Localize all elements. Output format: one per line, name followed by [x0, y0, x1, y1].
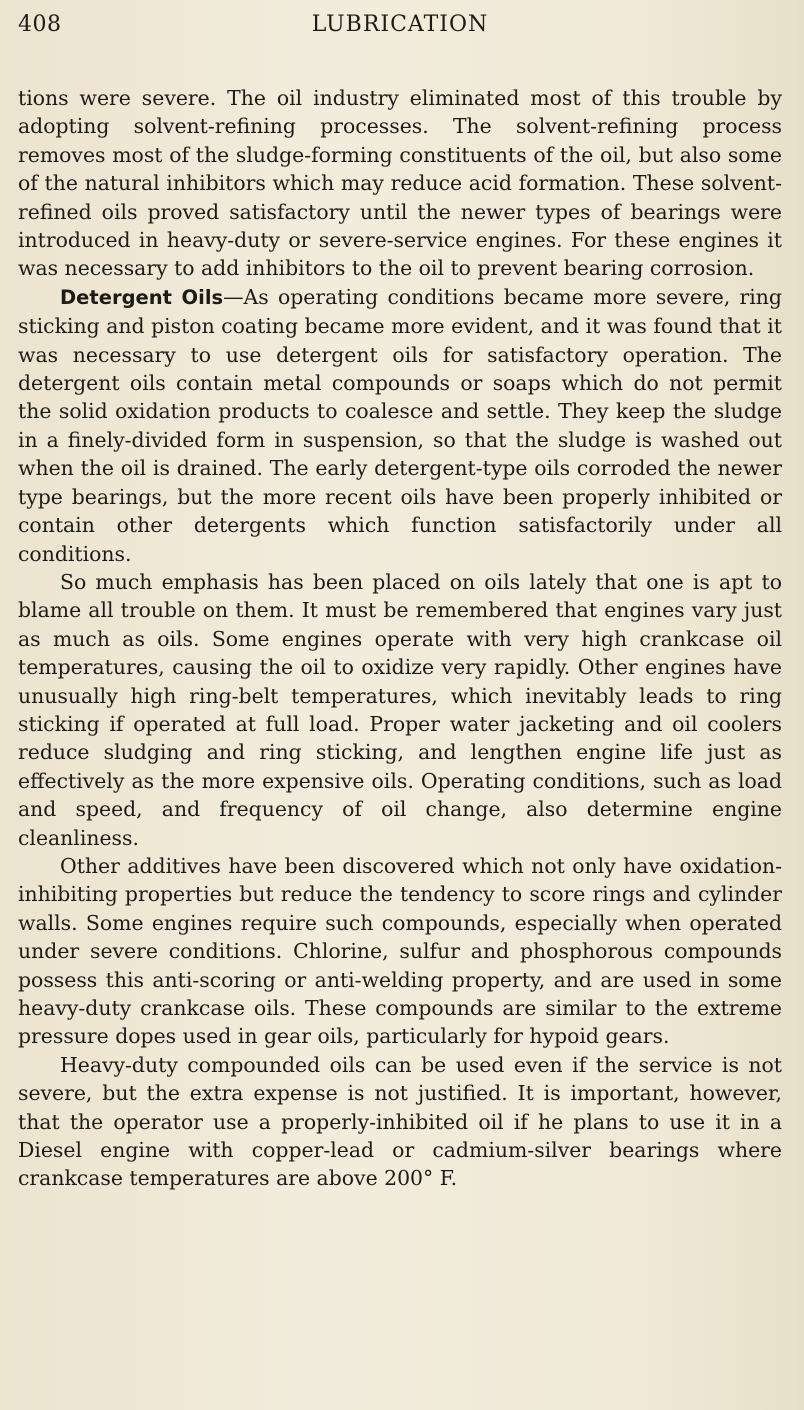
paragraph-1 [18, 84, 782, 283]
paragraph-3 [18, 568, 782, 852]
paragraph-4-text: Other additives have been discovered which not only have oxidation-inhibiting properties but reduce the tendency to score rings and cylinder walls. Some engines require such compounds, especially when operated under severe conditions. Chlorine, sulfur and phosphorous compounds possess this anti-scoring or anti-welding property, and are used in some heavy-duty crankcase oils. These compounds are similar to the extreme pressure dopes used in gear oils, particularly for hypoid gears. [18, 853, 782, 1049]
running-head: LUBRICATION [311, 12, 489, 37]
body-text [18, 84, 782, 1193]
page-header [18, 12, 782, 42]
paragraph-2 [18, 283, 782, 568]
paragraph-2-text: —As operating conditions became more severe, ring sticking and piston coating became more evident, and it was found that it was necessary to use detergent oils for satisfactory operation. The detergent oils contain metal compounds or soaps which do not permit the solid oxidation products to coalesce and settle. They keep the sludge in a finely-divided form in suspension, so that the sludge is washed out when the oil is drained. The early detergent-type oils corroded the newer type bearings, but the more recent oils have been properly inhibited or contain other detergents which function satisfactorily under all conditions. [18, 284, 782, 566]
paragraph-3-text: So much emphasis has been placed on oils lately that one is apt to blame all trouble on them. It must be remembered that engines vary just as much as oils. Some engines operate with very high crankcase oil temperatures, causing the oil to oxidize very rapidly. Other engines have unusually high ring-belt temperatures, which inevitably leads to ring sticking if operated at full load. Proper water jacketing and oil coolers reduce sludging and ring sticking, and lengthen engine life just as effectively as the more expensive oils. Operating conditions, such as load and speed, and frequency of oil change, also determine engine cleanliness. [18, 569, 782, 850]
page-number: 408 [18, 12, 62, 37]
section-heading-detergent-oils: Detergent Oils [60, 285, 224, 309]
paragraph-1-text: tions were severe. The oil industry eliminated most of this trouble by adopting solvent-refining processes. The solvent-refining process removes most of the sludge-forming constituents of the oil, but also some of the natural inhibitors which may reduce acid formation. These solvent-refined oils proved satisfactory until the newer types of bearings were introduced in heavy-duty or severe-service engines. For these engines it was necessary to add inhibitors to the oil to prevent bearing corrosion. [18, 86, 782, 281]
paragraph-5 [18, 1051, 782, 1193]
paragraph-5-text: Heavy-duty compounded oils can be used even if the service is not severe, but the extra expense is not justified. It is important, however, that the operator use a properly-inhibited oil if he plans to use it in a Diesel engine with copper-lead or cadmium-silver bearings where crankcase temperatures are above 200° F. [18, 1052, 782, 1191]
paragraph-4 [18, 852, 782, 1051]
